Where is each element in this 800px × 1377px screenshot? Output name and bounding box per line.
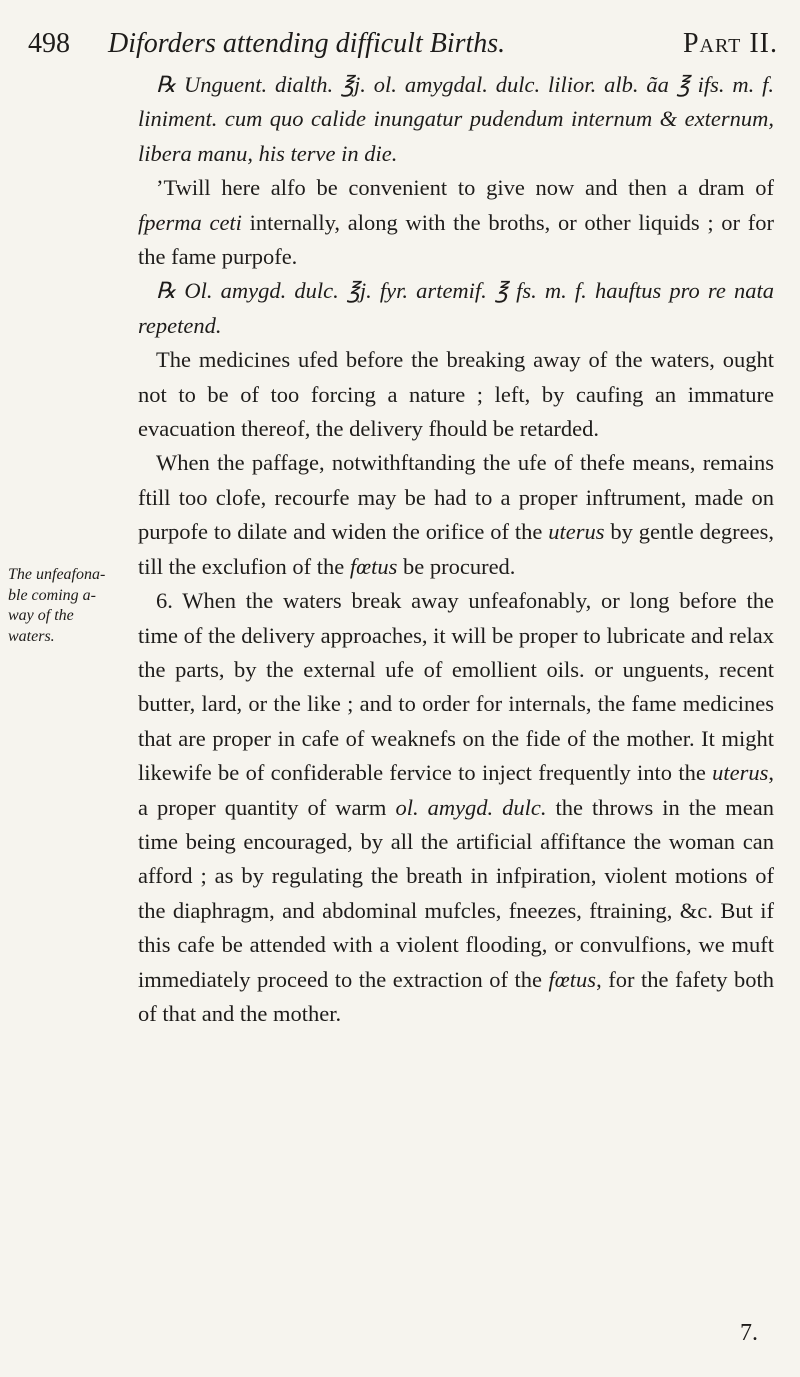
margin-note-line: ble coming a-	[8, 586, 96, 604]
margin-note	[8, 565, 134, 647]
paragraph-instrument: When the paffage, notwithftanding the ufe of thefe means, remains ftill too clofe, recourfe may be had to a proper inftrument, made on purpofe to dilate and widen the orifice of the uterus by gentle degrees, till the exclufion of the fœtus be procured.	[138, 450, 775, 579]
paragraph-sperma-ceti: ’Twill here alfo be convenient to give now and then a dram of fperma ceti internally, along with the broths, or other liquids ; or for the fame purpofe.	[138, 175, 774, 270]
page-header	[28, 18, 778, 68]
part-label: Part II.	[682, 28, 778, 59]
prescription-draught: ℞ Ol. amygd. dulc. ℥j. fyr. artemif. ℥ fs. m. f. hauftus pro re nata repetend.	[138, 278, 774, 338]
prescription-ointment: ℞ Unguent. dialth. ℥j. ol. amygdal. dulc. lilior. alb. ãa ℥ ifs. m. f. liniment. cum quo calide inungatur pudendum internum & externum, libera manu, his terve in die.	[138, 72, 774, 166]
margin-note-line: waters.	[8, 627, 55, 645]
paragraph-forcing-medicines: The medicines ufed before the breaking away of the waters, ought not to be of too forcing a nature ; left, by caufing an immature evacuation thereof, the delivery fhould be retarded.	[138, 347, 774, 442]
catchword: 7.	[740, 1320, 758, 1346]
running-head: Diforders attending difficult Births.	[108, 28, 506, 59]
margin-note-line: way of the	[8, 607, 74, 624]
page-number: 498	[28, 28, 70, 59]
margin-note-line: The unfeafona-	[8, 566, 106, 583]
paragraph-waters-break: 6. When the waters break away unfeafonably, or long before the time of the delivery approaches, it will be proper to lubricate and relax the parts, by the external ufe of emollient oils. or unguents, recent butter, lard, or the like ; and to order for internals, the fame medicines that are proper in cafe of weaknefs on the fide of the mother. It might likewife be of confiderable fervice to inject frequently into the uterus, a proper quantity of warm ol. amygd. dulc. the throws in the mean time being encouraged, by all the artificial affiftance the woman can afford ; as by regulating the breath in infpiration, violent motions of the diaphragm, and abdominal mufcles, fneezes, ftraining, &c. But if this cafe be attended with a violent flooding, or convulfions, we muft immediately proceed to the extraction of the fœtus, for the fafety both of that and the mother.	[138, 588, 775, 1026]
body-text	[138, 68, 774, 1031]
